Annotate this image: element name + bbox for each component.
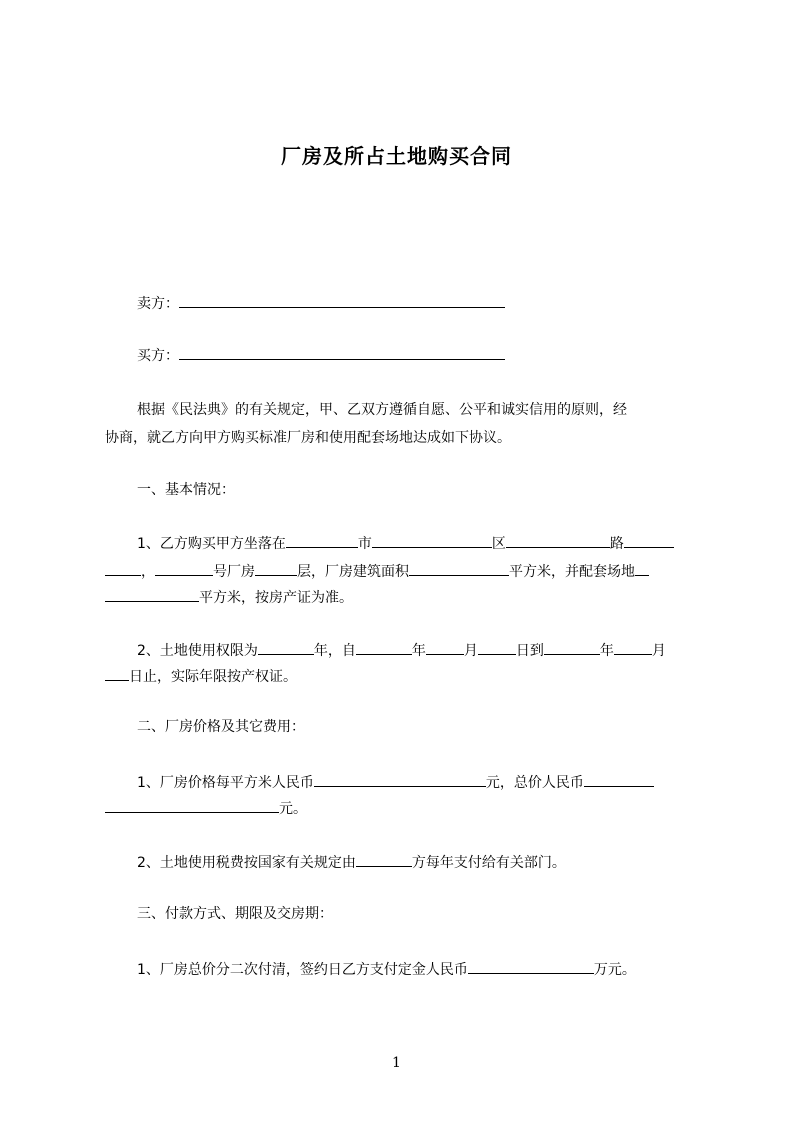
section1-item1-line3: [105, 586, 353, 608]
site-area-blank-a[interactable]: [635, 560, 649, 576]
item-text: 元。: [279, 801, 307, 817]
deposit-blank[interactable]: [468, 958, 594, 974]
start-day-blank[interactable]: [478, 639, 516, 655]
site-area-blank-b[interactable]: [105, 586, 199, 602]
road-number-blank-b[interactable]: [105, 560, 141, 576]
item-text: 方每年支付给有关部门。: [411, 855, 566, 871]
section3-heading: 三、付款方式、期限及交房期：: [137, 906, 333, 922]
seller-label: 卖方：: [137, 296, 179, 312]
page-title: 厂房及所占土地购买合同: [281, 144, 512, 168]
item-text: 2、土地使用税费按国家有关规定由: [137, 855, 356, 871]
buyer-line: [137, 344, 505, 366]
item-text: 月: [463, 643, 478, 659]
item-text: 1、厂房总价分二次付清，签约日乙方支付定金人民币: [137, 962, 468, 978]
start-month-blank[interactable]: [426, 639, 464, 655]
floor-blank[interactable]: [255, 560, 297, 576]
page-number: 1: [392, 1055, 401, 1071]
section1-item2-line1: [137, 639, 666, 661]
intro-line-1: 根据《民法典》的有关规定，甲、乙双方遵循自愿、公平和诚实信用的原则，经: [137, 402, 627, 418]
item-text: 月: [651, 643, 666, 659]
item-text: ，: [141, 564, 155, 580]
road-number-blank-a[interactable]: [624, 532, 674, 548]
end-month-blank[interactable]: [614, 639, 652, 655]
city-blank[interactable]: [286, 532, 358, 548]
tax-party-blank[interactable]: [356, 851, 412, 867]
building-area-blank[interactable]: [409, 560, 509, 576]
item-text: 层，厂房建筑面积: [297, 564, 409, 580]
item-text: 日到: [515, 643, 544, 659]
item-text: 年，自: [313, 643, 356, 659]
item-text: 路: [609, 536, 624, 552]
section3-item1: [137, 958, 636, 980]
section1-item1-line2: [105, 560, 649, 582]
item-text: 年: [411, 643, 426, 659]
section2-item2: [137, 851, 566, 873]
end-day-blank[interactable]: [105, 665, 129, 681]
section1-heading: 一、基本情况：: [137, 482, 235, 498]
road-blank[interactable]: [506, 532, 610, 548]
item-text: 平方米，按房产证为准。: [199, 590, 353, 606]
buyer-blank[interactable]: [179, 344, 505, 360]
item-text: 元，总价人民币: [485, 775, 584, 791]
end-year-blank[interactable]: [544, 639, 600, 655]
section2-heading: 二、厂房价格及其它费用：: [137, 719, 305, 735]
building-number-blank[interactable]: [155, 560, 213, 576]
item-text: 1、乙方购买甲方坐落在: [137, 536, 286, 552]
unit-price-blank[interactable]: [314, 771, 486, 787]
start-year-blank[interactable]: [356, 639, 412, 655]
section1-item2-line2: [105, 665, 297, 687]
district-blank[interactable]: [372, 532, 492, 548]
section2-item1-line2: [105, 797, 307, 819]
item-text: 2、土地使用权限为: [137, 643, 258, 659]
item-text: 号厂房: [213, 564, 255, 580]
total-price-blank-a[interactable]: [584, 771, 654, 787]
item-text: 年: [599, 643, 614, 659]
item-text: 1、厂房价格每平方米人民币: [137, 775, 314, 791]
section1-item1-line1: [137, 532, 674, 554]
item-text: 市: [357, 536, 372, 552]
section2-item1-line1: [137, 771, 654, 793]
item-text: 区: [491, 536, 506, 552]
seller-blank[interactable]: [179, 292, 505, 308]
total-price-blank-b[interactable]: [105, 797, 279, 813]
seller-line: [137, 292, 505, 314]
item-text: 平方米，并配套场地: [509, 564, 635, 580]
item-text: 日止，实际年限按产权证。: [129, 669, 297, 685]
buyer-label: 买方：: [137, 348, 179, 364]
item-text: 万元。: [593, 962, 636, 978]
intro-line-2: 协商，就乙方向甲方购买标准厂房和使用配套场地达成如下协议。: [105, 430, 511, 446]
land-years-blank[interactable]: [258, 639, 314, 655]
